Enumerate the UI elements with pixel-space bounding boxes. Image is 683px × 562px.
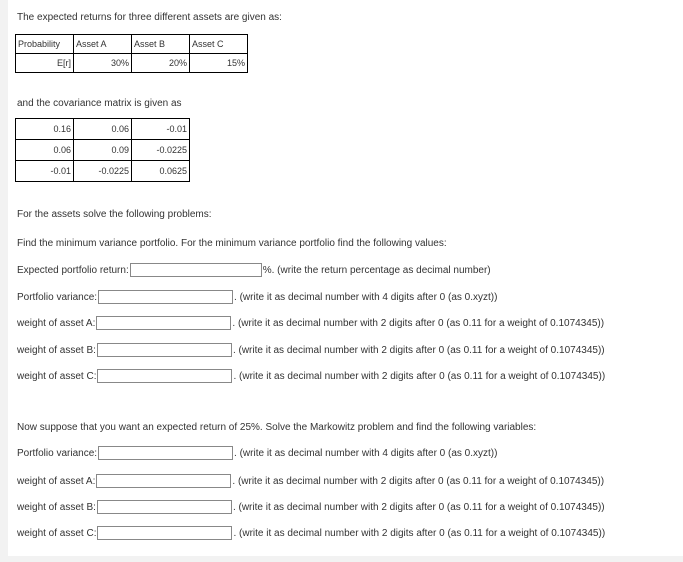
- returns-table: [15, 34, 248, 73]
- covariance-table: [15, 118, 190, 182]
- cov-intro-text: and the covariance matrix is given as: [17, 98, 182, 109]
- field-label: weight of asset C:: [17, 370, 97, 382]
- header-cell: Asset B: [132, 35, 190, 54]
- table-cell: 0.06: [16, 140, 74, 161]
- table-header-row: [16, 35, 248, 54]
- part2-intro: Now suppose that you want an expected return of 25%. Solve the Markowitz problem and find the following variables:: [17, 422, 537, 433]
- table-cell: 15%: [190, 54, 248, 73]
- table-cell: -0.01: [16, 161, 74, 182]
- answer-input[interactable]: [97, 369, 232, 383]
- table-row: [16, 140, 190, 161]
- table-cell: E[r]: [16, 54, 74, 73]
- header-cell: Asset A: [74, 35, 132, 54]
- field-label: Expected portfolio return:: [17, 264, 129, 276]
- solve-text: For the assets solve the following problems:: [17, 209, 212, 220]
- table-cell: 0.0625: [132, 161, 190, 182]
- table-cell: 30%: [74, 54, 132, 73]
- table-cell: -0.0225: [74, 161, 132, 182]
- field-label: Portfolio variance:: [17, 447, 98, 459]
- field-hint: . (write it as decimal number with 2 digits after 0 (as 0.11 for a weight of 0.1074345)): [233, 527, 606, 539]
- answer-row: [17, 368, 605, 384]
- field-hint: . (write it as decimal number with 2 digits after 0 (as 0.11 for a weight of 0.1074345)): [232, 317, 605, 329]
- answer-row: [17, 473, 604, 489]
- header-cell: Probability: [16, 35, 74, 54]
- answer-input[interactable]: [97, 343, 232, 357]
- header-cell: Asset C: [190, 35, 248, 54]
- field-label: weight of asset C:: [17, 527, 97, 539]
- answer-row: [17, 499, 605, 515]
- answer-row: [17, 315, 604, 331]
- field-label: weight of asset B:: [17, 344, 96, 356]
- answer-row: [17, 262, 491, 278]
- part1-intro: Find the minimum variance portfolio. For the minimum variance portfolio find the following values:: [17, 238, 447, 249]
- intro-text: The expected returns for three different assets are given as:: [17, 12, 282, 23]
- field-hint: . (write it as decimal number with 4 digits after 0 (as 0.xyzt)): [234, 447, 498, 459]
- table-cell: -0.0225: [132, 140, 190, 161]
- table-row: [16, 54, 248, 73]
- table-cell: 0.06: [74, 119, 132, 140]
- field-hint: . (write it as decimal number with 2 digits after 0 (as 0.11 for a weight of 0.1074345)): [232, 344, 605, 356]
- field-hint: . (write it as decimal number with 2 digits after 0 (as 0.11 for a weight of 0.1074345)): [233, 370, 606, 382]
- field-label: weight of asset A:: [17, 475, 96, 487]
- answer-input[interactable]: [97, 526, 232, 540]
- field-label: weight of asset B:: [17, 501, 96, 513]
- answer-row: [17, 289, 497, 305]
- answer-input[interactable]: [130, 263, 262, 277]
- table-row: [16, 161, 190, 182]
- field-label: Portfolio variance:: [17, 291, 98, 303]
- answer-input[interactable]: [98, 290, 233, 304]
- answer-input[interactable]: [97, 500, 232, 514]
- table-cell: 0.09: [74, 140, 132, 161]
- field-label: weight of asset A:: [17, 317, 96, 329]
- table-cell: 0.16: [16, 119, 74, 140]
- question-page: [8, 0, 683, 556]
- answer-row: [17, 525, 605, 541]
- answer-input[interactable]: [96, 474, 231, 488]
- field-hint: %. (write the return percentage as decimal number): [262, 264, 491, 276]
- table-row: [16, 119, 190, 140]
- answer-row: [17, 342, 605, 358]
- table-cell: -0.01: [132, 119, 190, 140]
- answer-input[interactable]: [98, 446, 233, 460]
- table-cell: 20%: [132, 54, 190, 73]
- field-hint: . (write it as decimal number with 2 digits after 0 (as 0.11 for a weight of 0.1074345)): [232, 501, 605, 513]
- answer-row: [17, 445, 497, 461]
- field-hint: . (write it as decimal number with 2 digits after 0 (as 0.11 for a weight of 0.1074345)): [232, 475, 605, 487]
- field-hint: . (write it as decimal number with 4 digits after 0 (as 0.xyzt)): [234, 291, 498, 303]
- answer-input[interactable]: [96, 316, 231, 330]
